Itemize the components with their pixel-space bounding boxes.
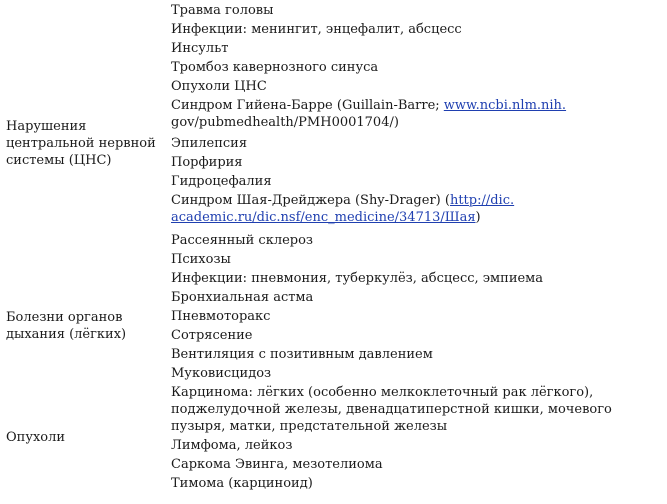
item-text: gov/pubmedhealth/PMH0001704/) bbox=[171, 115, 399, 130]
category-tumors: Опухоли bbox=[6, 430, 66, 445]
list-item: Опухоли ЦНС bbox=[171, 79, 267, 94]
category-cns: Нарушения центральной нервной системы (ЦНС) bbox=[6, 119, 156, 168]
ncbi-link[interactable]: www.ncbi.nlm.nih. bbox=[443, 98, 567, 113]
list-item: Сотрясение bbox=[171, 328, 253, 343]
list-item: Тимома (карциноид) bbox=[171, 476, 313, 491]
item-text: ) bbox=[475, 210, 481, 225]
academic-link-part1[interactable]: http://dic. bbox=[449, 193, 515, 208]
list-item: Эпилепсия bbox=[171, 136, 248, 151]
item-text: Синдром Гийена-Барре (Guillain-Barre; bbox=[171, 98, 444, 113]
list-item: Травма головы bbox=[171, 3, 274, 18]
list-item: Муковисцидоз bbox=[171, 366, 272, 381]
list-item: Инфекции: менингит, энцефалит, абсцесс bbox=[171, 22, 462, 37]
list-item: Рассеянный склероз bbox=[171, 233, 314, 248]
list-item-shy-drager bbox=[171, 192, 657, 226]
list-item: Инфекции: пневмония, туберкулёз, абсцесс, эмпиема bbox=[171, 271, 544, 286]
academic-link-part2[interactable]: academic.ru/dic.nsf/enc_medicine/34713/Шая bbox=[171, 210, 476, 225]
list-item: Лимфома, лейкоз bbox=[171, 438, 293, 453]
list-item-guillain-barre bbox=[171, 97, 657, 131]
list-item: Психозы bbox=[171, 252, 231, 267]
list-item: Саркома Эвинга, мезотелиома bbox=[171, 457, 383, 472]
list-item: Тромбоз кавернозного синуса bbox=[171, 60, 379, 75]
list-item: Бронхиальная астма bbox=[171, 290, 314, 305]
list-item: Пневмоторакс bbox=[171, 309, 271, 324]
list-item: Вентиляция с позитивным давлением bbox=[171, 347, 433, 362]
list-item: Порфирия bbox=[171, 155, 243, 170]
category-respiratory: Болезни органов дыхания (лёгких) bbox=[6, 310, 127, 342]
list-item: Карцинома: лёгких (особенно мелкоклеточный рак лёгкого), поджелудочной железы, двенадцатиперстной кишки, мочевого пузыря, матки, предстательной железы bbox=[171, 385, 612, 434]
list-item: Гидроцефалия bbox=[171, 174, 272, 189]
item-text: Синдром Шая-Дрейджера (Shy-Drager) ( bbox=[171, 193, 450, 208]
list-item: Инсульт bbox=[171, 41, 229, 56]
